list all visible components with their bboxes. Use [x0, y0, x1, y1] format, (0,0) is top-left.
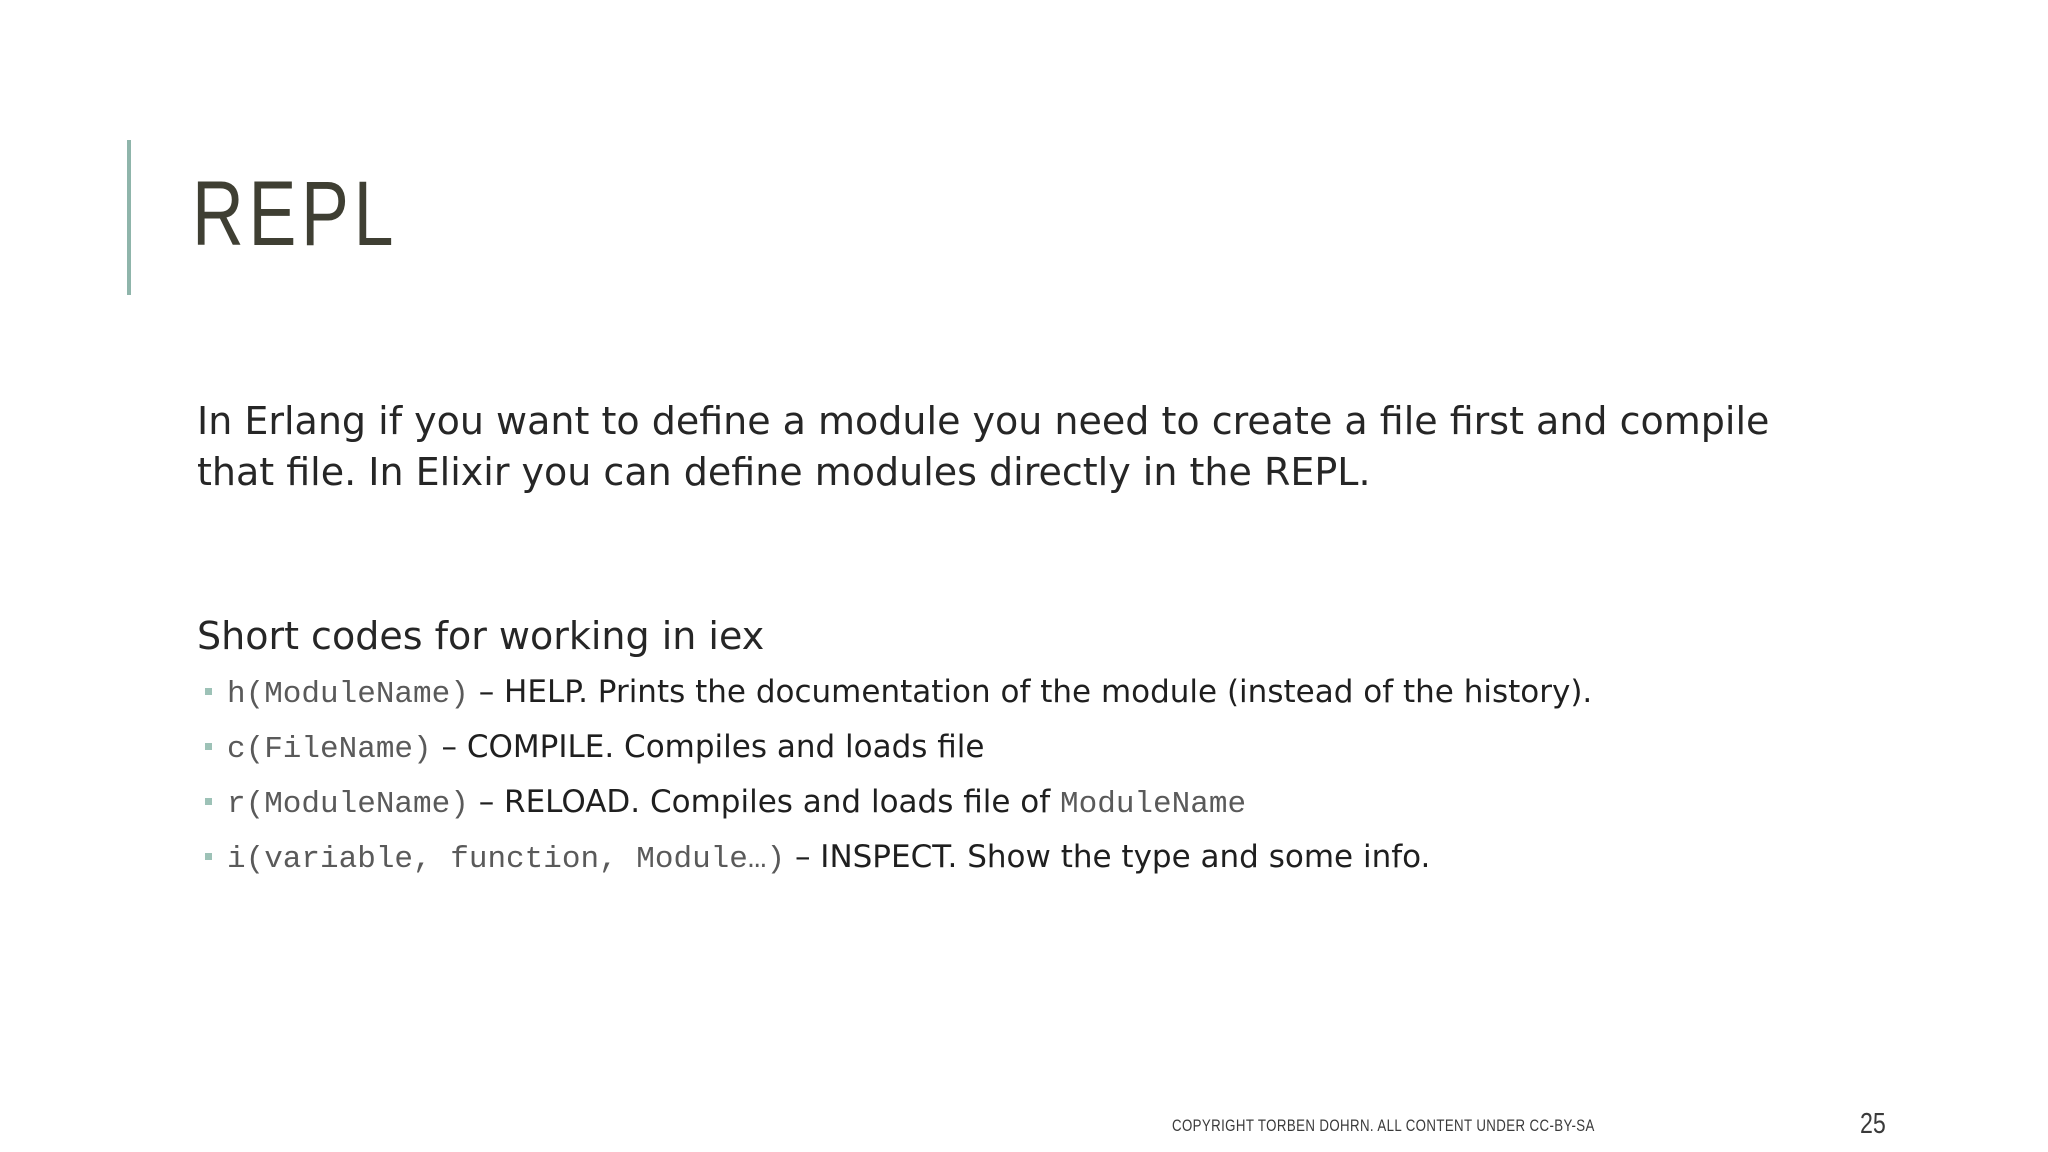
list-item-text — [227, 672, 1592, 715]
copyright-footer: COPYRIGHT TORBEN DOHRN. ALL CONTENT UNDER CC-BY-SA — [1172, 1116, 1595, 1135]
bullet-icon — [205, 743, 212, 750]
list-item-text — [227, 837, 1430, 880]
bullet-icon — [205, 853, 212, 860]
page-number: 25 — [1860, 1108, 1886, 1140]
list-item-text — [227, 782, 1246, 825]
shortcut-description: – HELP. Prints the documentation of the module (instead of the history). — [468, 674, 1593, 710]
bullet-icon — [205, 798, 212, 805]
intro-paragraph: In Erlang if you want to define a module you need to create a file first and compile that file. In Elixir you can define modules directly in the REPL. — [197, 399, 1770, 494]
shortcut-code: i(variable, function, Module…) — [227, 842, 786, 877]
bullet-icon — [205, 688, 212, 695]
list-item-text — [227, 727, 984, 770]
section-heading: Short codes for working in iex — [197, 614, 765, 658]
shortcut-code: h(ModuleName) — [227, 677, 469, 712]
slide-title: REPL — [192, 163, 399, 265]
shortcut-description: – COMPILE. Compiles and loads file — [431, 729, 985, 765]
shortcut-description: – RELOAD. Compiles and loads file of — [468, 784, 1061, 820]
shortcut-code: r(ModuleName) — [227, 787, 469, 822]
shortcut-code: c(FileName) — [227, 732, 432, 767]
title-accent-bar — [127, 140, 131, 295]
shortcut-trailing-code: ModuleName — [1060, 787, 1247, 822]
shortcut-description: – INSPECT. Show the type and some info. — [785, 839, 1431, 875]
